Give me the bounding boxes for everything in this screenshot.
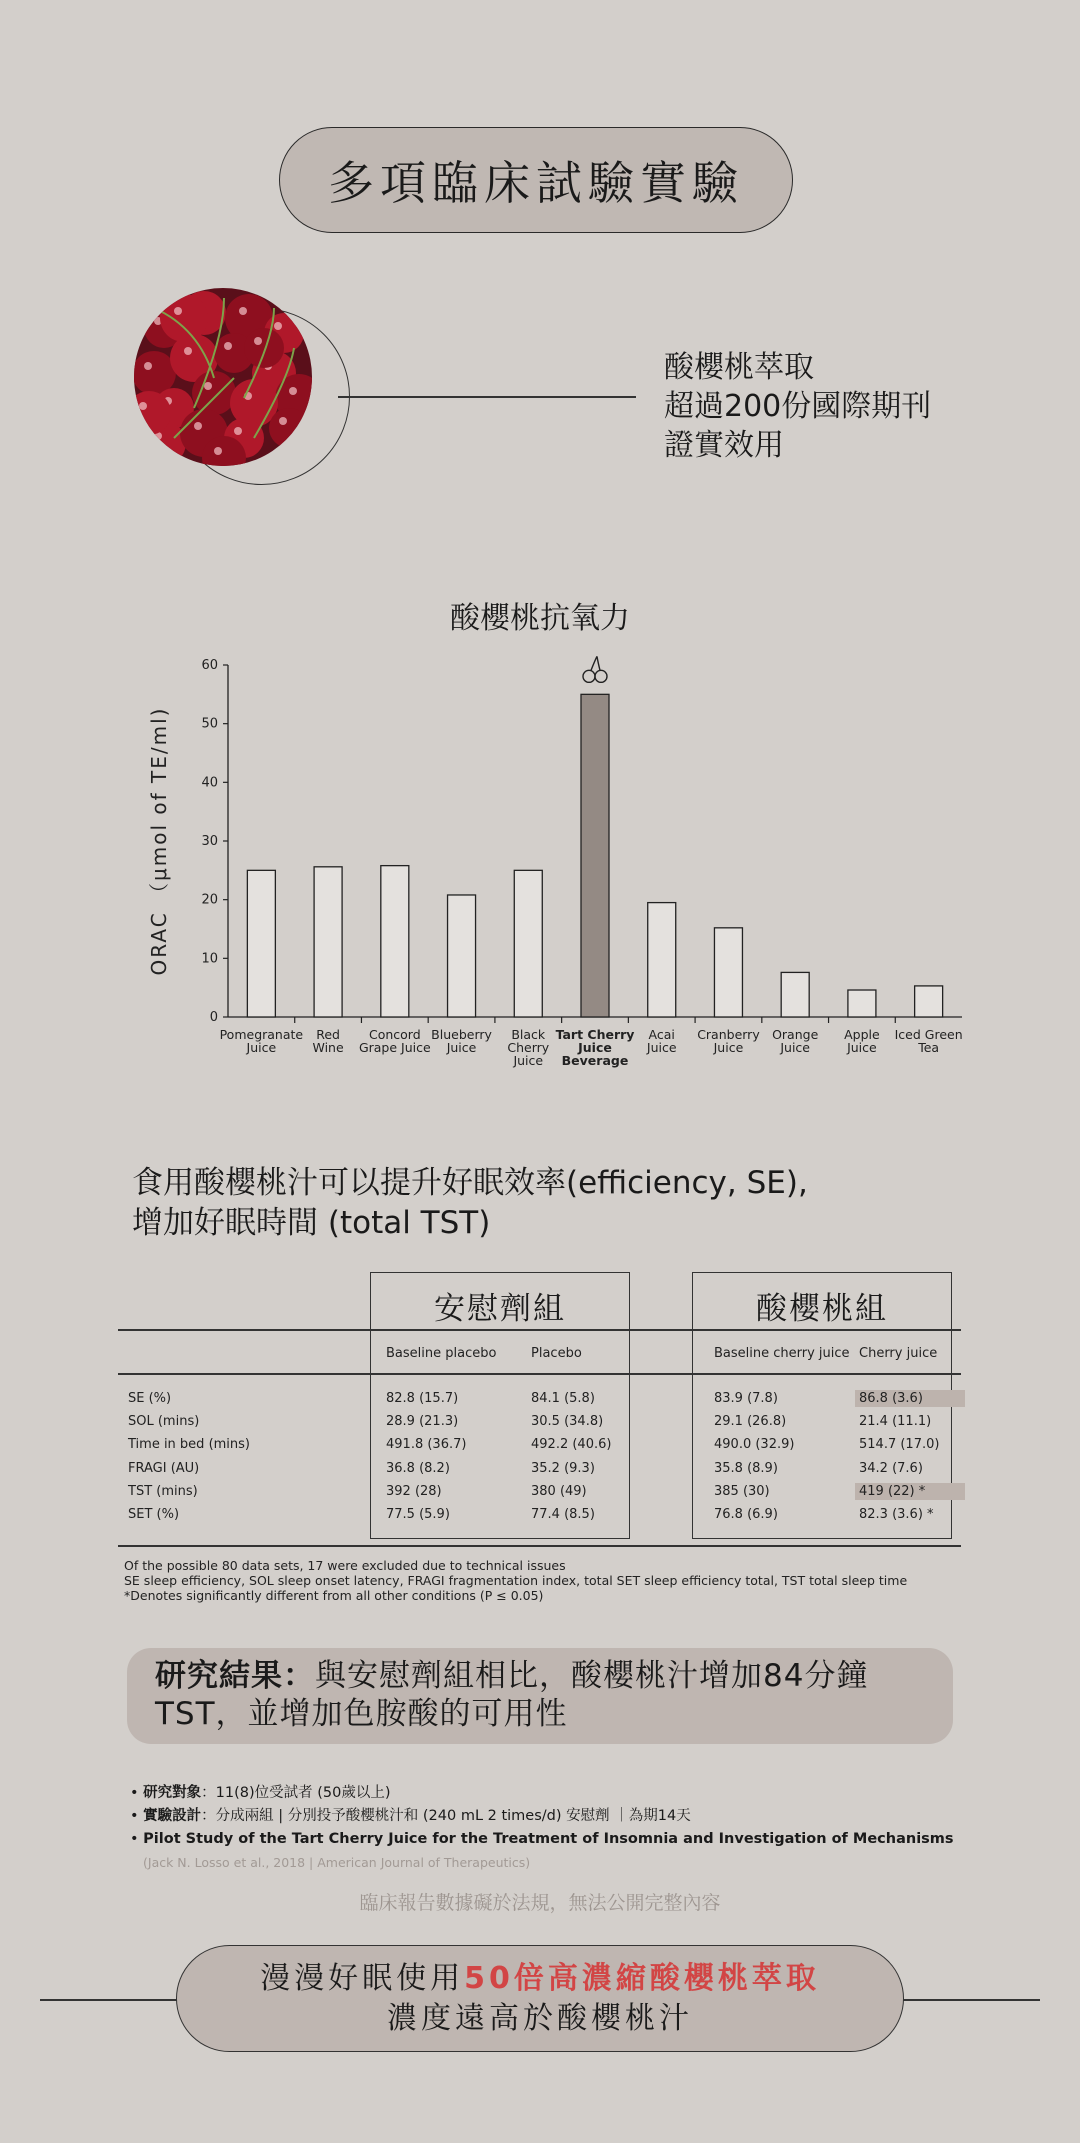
claim-line: 酸櫻桃萃取 xyxy=(664,350,814,385)
result-label: 研究結果： xyxy=(155,1658,315,1694)
disclaimer: 臨床報告數據礙於法規，無法公開完整內容 xyxy=(359,1892,721,1914)
bar xyxy=(514,870,542,1017)
bar xyxy=(714,928,742,1017)
table-cell: 35.8 (8.9) xyxy=(714,1460,778,1476)
table-footnotes xyxy=(124,1558,907,1603)
bar xyxy=(314,867,342,1017)
table-rule xyxy=(118,1545,961,1547)
category-label: Juice xyxy=(713,1040,744,1055)
bar xyxy=(247,870,275,1017)
table-cell: 385 (30) xyxy=(714,1483,770,1499)
table-cell: 35.2 (9.3) xyxy=(531,1460,595,1476)
paper-title: Pilot Study of the Tart Cherry Juice for the Treatment of Insomnia and Investigation of Mechanisms xyxy=(143,1831,954,1847)
category-label: Tea xyxy=(918,1040,940,1055)
category-label: Blueberry xyxy=(431,1027,492,1042)
table-row-label: Time in bed (mins) xyxy=(128,1437,250,1453)
table-row-label: FRAGI (AU) xyxy=(128,1460,200,1476)
category-label: Juice xyxy=(513,1053,544,1068)
subjects-label: 研究對象 xyxy=(143,1785,202,1801)
table-cell: 77.4 (8.5) xyxy=(531,1507,595,1522)
category-label: Apple xyxy=(844,1027,880,1042)
design-label: 實驗設計 xyxy=(143,1808,202,1824)
y-tick-label: 60 xyxy=(201,658,218,673)
table-cell: 30.5 (34.8) xyxy=(531,1414,604,1430)
table-cell: 29.1 (26.8) xyxy=(714,1414,787,1430)
category-label: Red xyxy=(316,1027,340,1042)
bar xyxy=(915,986,943,1017)
table-cell: 36.8 (8.2) xyxy=(386,1460,450,1476)
category-label: Wine xyxy=(312,1040,344,1055)
study-heading-line: 食用酸櫻桃汁可以提升好眠效率(efficiency, SE), xyxy=(132,1165,808,1201)
chart-title: 酸櫻桃抗氧力 xyxy=(450,601,630,636)
table-cell: 86.8 (3.6) xyxy=(855,1390,965,1407)
category-label: Black xyxy=(511,1027,546,1042)
y-tick-label: 0 xyxy=(209,1010,218,1025)
table-cell: 21.4 (11.1) xyxy=(859,1414,932,1430)
bar xyxy=(448,895,476,1017)
column-header: Cherry juice xyxy=(859,1346,938,1361)
study-details xyxy=(130,1782,954,1874)
table-cell: 82.8 (15.7) xyxy=(386,1391,459,1406)
category-label: Acai xyxy=(648,1027,675,1042)
category-label: Juice xyxy=(578,1040,612,1055)
page-title: 多項臨床試驗實驗 xyxy=(279,127,793,233)
list-item: • 實驗設計：分成兩組 | 分別投予酸櫻桃汁和 (240 mL 2 times/d) 安慰劑 ｜為期14天 xyxy=(130,1808,691,1824)
footnote: *Denotes significantly different from all other conditions (P ≤ 0.05) xyxy=(124,1588,544,1603)
column-header: Baseline placebo xyxy=(386,1346,497,1361)
table-cell: 84.1 (5.8) xyxy=(531,1391,595,1406)
divider-line xyxy=(902,1999,1040,2001)
result-text-line2: TST，並增加色胺酸的可用性 xyxy=(155,1696,568,1732)
footer-prefix: 漫漫好眠使用 xyxy=(260,1960,465,1996)
cherries-image xyxy=(134,288,312,466)
cherry-group-label: 酸櫻桃組 xyxy=(756,1291,888,1327)
table-row-label: SE (%) xyxy=(128,1391,172,1406)
bar xyxy=(781,972,809,1017)
table-cell: 392 (28) xyxy=(386,1483,442,1499)
connector-line xyxy=(338,396,636,398)
y-tick-label: 10 xyxy=(201,951,218,967)
bar xyxy=(581,694,609,1017)
placebo-group-label: 安慰劑組 xyxy=(434,1291,566,1327)
bar xyxy=(648,903,676,1017)
table-cell: 77.5 (5.9) xyxy=(386,1507,450,1522)
footer-banner xyxy=(176,1945,904,2052)
category-label: Iced Green xyxy=(894,1027,963,1042)
cherry-icon xyxy=(583,656,607,682)
y-axis-label: ORAC （μmol of TE/ml) xyxy=(147,706,171,976)
result-box xyxy=(127,1648,953,1744)
design-text: ：分成兩組 | 分別投予酸櫻桃汁和 (240 mL 2 times/d) 安慰劑 ｜為期14天 xyxy=(201,1808,691,1824)
claim-line: 證實效用 xyxy=(664,428,784,463)
y-tick-label: 50 xyxy=(201,716,218,732)
category-label: Cranberry xyxy=(697,1027,760,1042)
table-cell: 492.2 (40.6) xyxy=(531,1437,612,1453)
divider-line xyxy=(40,1999,178,2001)
category-label: Orange xyxy=(772,1027,819,1042)
table-cell: 514.7 (17.0) xyxy=(859,1437,940,1453)
footer-highlight: 50倍高濃縮酸櫻桃萃取 xyxy=(464,1960,820,1996)
category-label: Juice xyxy=(646,1040,677,1055)
table-cell: 491.8 (36.7) xyxy=(386,1437,467,1453)
list-item: • 研究對象：11(8)位受試者 (50歲以上) xyxy=(130,1785,391,1801)
footnote: SE sleep efficiency, SOL sleep onset latency, FRAGI fragmentation index, total SET sleep efficiency total, TST total sleep time xyxy=(124,1573,908,1588)
table-row-label: SET (%) xyxy=(128,1507,180,1522)
category-label: Cherry xyxy=(507,1040,550,1055)
bar xyxy=(381,866,409,1017)
study-heading xyxy=(132,1163,808,1243)
table-cell: 83.9 (7.8) xyxy=(714,1391,778,1406)
footer-line2: 濃度遠高於酸櫻桃汁 xyxy=(387,2000,693,2036)
category-label: Grape Juice xyxy=(358,1040,431,1055)
table-cell: 380 (49) xyxy=(531,1483,587,1499)
category-label: Juice xyxy=(246,1040,277,1055)
table-cell: 419 (22) * xyxy=(855,1483,965,1500)
orac-bar-chart xyxy=(0,640,1080,1080)
y-tick-label: 20 xyxy=(201,892,218,908)
y-tick-label: 30 xyxy=(201,834,218,849)
table-cell: 28.9 (21.3) xyxy=(386,1414,459,1430)
table-rule xyxy=(118,1329,961,1331)
column-header: Placebo xyxy=(531,1346,582,1361)
study-heading-line: 增加好眠時間 (total TST) xyxy=(132,1205,491,1241)
category-label: Pomegranate xyxy=(219,1027,304,1042)
result-text: 與安慰劑組相比，酸櫻桃汁增加84分鐘 xyxy=(315,1658,869,1694)
table-row-label: TST (mins) xyxy=(128,1483,198,1499)
table-cell: 82.3 (3.6) * xyxy=(859,1507,934,1522)
category-label: Concord xyxy=(368,1027,421,1042)
table-row-label: SOL (mins) xyxy=(128,1414,200,1430)
table-rule xyxy=(118,1373,961,1375)
citation: (Jack N. Losso et al., 2018 | American Journal of Therapeutics) xyxy=(143,1855,531,1870)
category-label: Tart Cherry xyxy=(555,1027,635,1042)
y-tick-label: 40 xyxy=(201,775,218,791)
table-cell: 490.0 (32.9) xyxy=(714,1437,795,1453)
list-item: • Pilot Study of the Tart Cherry Juice for the Treatment of Insomnia and Investigation of Mechanisms xyxy=(130,1831,954,1847)
claim-line: 超過200份國際期刊 xyxy=(664,389,932,424)
category-label: Juice xyxy=(847,1040,877,1055)
category-label: Juice xyxy=(446,1040,477,1055)
table-cell: 76.8 (6.9) xyxy=(714,1507,778,1522)
category-label: Beverage xyxy=(561,1053,629,1068)
category-label: Juice xyxy=(780,1040,811,1055)
table-cell: 34.2 (7.6) xyxy=(859,1460,923,1476)
claim-text xyxy=(664,348,931,465)
column-header: Baseline cherry juice xyxy=(714,1346,850,1361)
footnote: Of the possible 80 data sets, 17 were excluded due to technical issues xyxy=(124,1558,566,1573)
bar xyxy=(848,990,876,1017)
subjects-text: ：11(8)位受試者 (50歲以上) xyxy=(201,1785,391,1801)
